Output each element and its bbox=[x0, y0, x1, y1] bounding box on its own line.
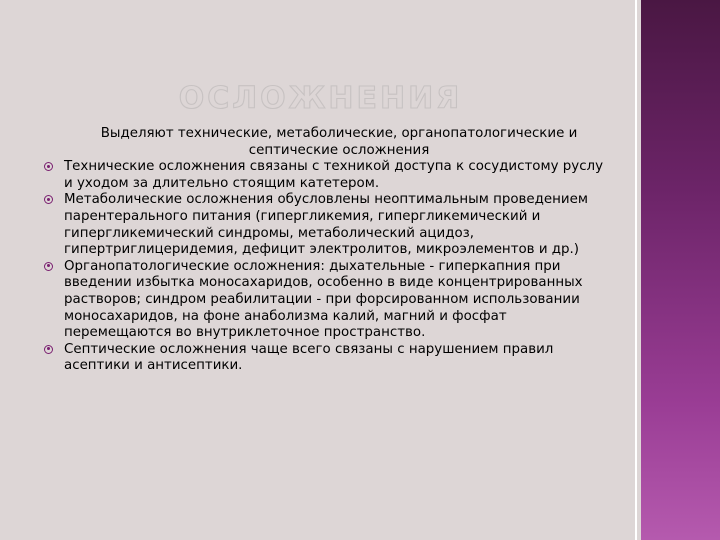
side-accent-panel bbox=[641, 0, 720, 540]
target-bullet-icon bbox=[44, 195, 53, 204]
target-bullet-icon bbox=[44, 262, 53, 271]
slide-content bbox=[44, 126, 614, 375]
intro-text: Выделяют технические, метаболические, органопатологические и септические осложнения bbox=[100, 126, 578, 158]
side-divider-line bbox=[635, 0, 637, 540]
list-item-text: Органопатологические осложнения: дыхательные - гиперкапния при введении избытка моносахаридов, особенно в виде концентрированных растворов; синдром реабилитации - при форсированном использовании моносахаридов, на фоне анаболизма калий, магний и фосфат перемещаются во внутриклеточное пространство. bbox=[64, 258, 583, 341]
list-item bbox=[44, 159, 614, 192]
list-item bbox=[44, 259, 614, 342]
bullet-list bbox=[44, 159, 614, 375]
list-item bbox=[44, 192, 614, 258]
list-item-text: Септические осложнения чаще всего связаны с нарушением правил асептики и антисептики. bbox=[64, 341, 554, 374]
list-item-text: Технические осложнения связаны с техникой доступа к сосудистому руслу и уходом за длительно стоящим катетером. bbox=[64, 159, 604, 191]
target-bullet-icon bbox=[44, 162, 53, 171]
list-item bbox=[44, 342, 614, 375]
list-item-text: Метаболические осложнения обусловлены неоптимальным проведением парентерального питания (гипергликемия, гипергликемический и гипергликемический синдромы, метаболический ацидоз, гипертриглицеридемия, дефицит электролитов, микроэлементов и др.) bbox=[64, 192, 588, 258]
target-bullet-icon bbox=[44, 345, 53, 354]
slide-title: ОСЛОЖНЕНИЯ bbox=[178, 81, 463, 116]
